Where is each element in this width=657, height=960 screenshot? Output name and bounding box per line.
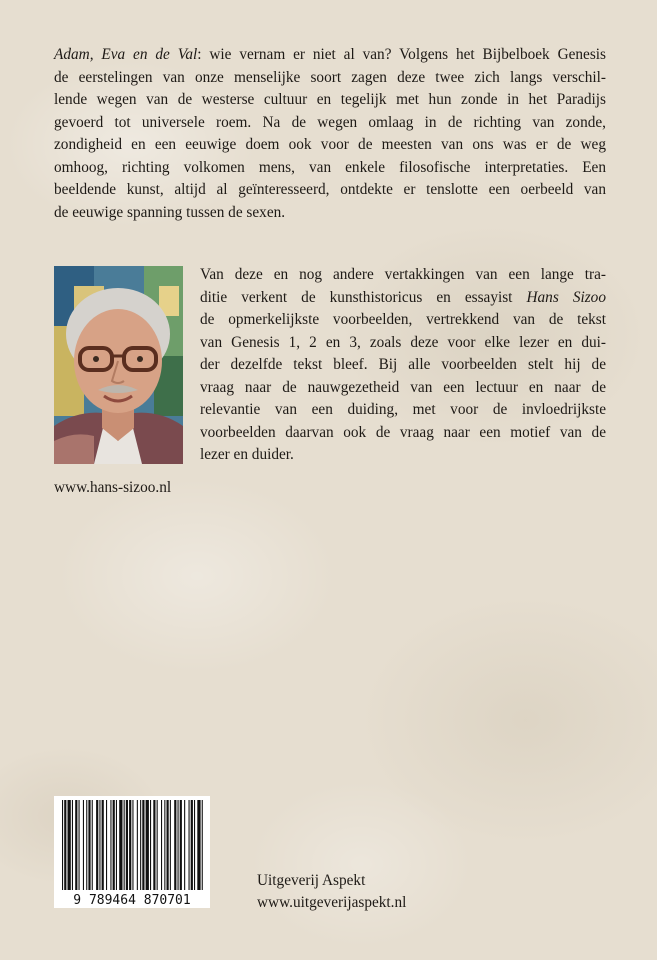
barcode-bar	[83, 800, 84, 890]
blurb-text: : wie vernam er niet al van? Volgens het Bijbelboek Genesis	[197, 46, 606, 63]
barcode-bar	[140, 800, 141, 890]
barcode-bar	[119, 800, 122, 890]
blurb-line: lezer en duider.	[200, 446, 294, 463]
blurb-line: lende wegen van de westerse cultuur en tegelijk met hun zonde in het Paradijs	[54, 91, 606, 108]
blurb-line: zondigheid en een eeuwige doem ook voor de meesten van ons was er de weg	[54, 136, 606, 153]
barcode-bar	[157, 800, 158, 890]
barcode-bar	[167, 800, 169, 890]
barcode-bar	[72, 800, 73, 890]
barcode-bar	[194, 800, 195, 890]
blurb-line: de opmerkelijkste voorbeelden, vertrekkend van de tekst	[200, 311, 606, 328]
barcode-bar	[102, 800, 104, 890]
barcode-bar	[116, 800, 117, 890]
barcode-bar	[106, 800, 107, 890]
barcode-bar	[79, 800, 80, 890]
blurb-line	[200, 287, 606, 310]
blurb-line: gevoerd tot universele roem. Na de wegen omlaag in de richting van zonde,	[54, 113, 606, 131]
blurb-line: de eerstelingen van onze menselijke soort zagen deze twee zich langs verschil-	[54, 68, 606, 86]
blurb-paragraph-2	[200, 264, 606, 467]
barcode-bar	[161, 800, 162, 890]
blurb-line: omhoog, richting volkomen mens, van enkele filosofische interpretaties. Een	[54, 158, 606, 176]
barcode-bar	[197, 800, 200, 890]
barcode-bar	[113, 800, 115, 890]
blurb-line	[54, 44, 606, 67]
isbn-barcode	[54, 796, 210, 908]
barcode-bar	[184, 800, 185, 890]
barcode-bar	[178, 800, 179, 890]
barcode-bar	[146, 800, 149, 890]
barcode-bar	[189, 800, 190, 890]
blurb-line: de eeuwige spanning tussen de sexen.	[54, 203, 286, 221]
blurb-line: relevantie van een duiding, met voor de invloedrijkste	[200, 401, 606, 418]
barcode-bar	[132, 800, 133, 890]
barcode-bar	[126, 800, 128, 890]
blurb-line: der dezelfde tekst bleef. Bij alle voorbeelden stelt hij de	[200, 356, 606, 373]
barcode-bar	[92, 800, 93, 890]
barcode-bar	[164, 800, 165, 890]
isbn-digits: 9 789464 870701	[73, 893, 191, 908]
barcode-bar	[124, 800, 125, 890]
barcode-bar	[75, 800, 77, 890]
blurb-line: beeldende kunst, altijd al geïnteresseerd, ontdekte er tenslotte een oerbeeld van	[54, 181, 606, 198]
blurb-line: van Genesis 1, 2 en 3, zoals deze voor elke lezer en dui-	[200, 333, 606, 351]
barcode-bar	[99, 800, 100, 890]
barcode-bar	[88, 800, 90, 890]
author-photo	[54, 266, 183, 464]
barcode-bar	[64, 800, 66, 890]
barcode-bar	[68, 800, 71, 890]
publisher-website: www.uitgeverijaspekt.nl	[257, 894, 407, 911]
barcode-bar	[170, 800, 171, 890]
barcode-bar	[174, 800, 176, 890]
barcode-bar	[62, 800, 63, 890]
blurb-line: vraag naar de nauwgezetheid van een lectuur en naar de	[200, 378, 606, 396]
publisher-info	[257, 870, 406, 914]
author-name: Hans Sizoo	[526, 288, 606, 306]
barcode-bar	[150, 800, 151, 890]
barcode-bar	[86, 800, 87, 890]
barcode-bar	[142, 800, 144, 890]
barcode-bar	[96, 800, 98, 890]
barcode-bar	[110, 800, 111, 890]
blurb-line: voorbeelden daarvan ook de vraag naar een motief van de	[200, 423, 606, 441]
book-title: Adam, Eva en de Val	[54, 46, 198, 63]
blurb-paragraph-1	[54, 44, 606, 224]
barcode-bar	[180, 800, 182, 890]
publisher-name: Uitgeverij Aspekt	[257, 872, 366, 889]
author-website: www.hans-sizoo.nl	[54, 479, 172, 496]
barcode-bar	[202, 800, 203, 890]
blurb-line: Van deze en nog andere vertakkingen van een lange tra-	[200, 266, 606, 283]
barcode-bar	[129, 800, 131, 890]
barcode-bar	[191, 800, 193, 890]
barcode-bar	[137, 800, 138, 890]
blurb-text: ditie verkent de kunsthistoricus en essayist	[200, 288, 527, 306]
barcode-bar	[153, 800, 155, 890]
